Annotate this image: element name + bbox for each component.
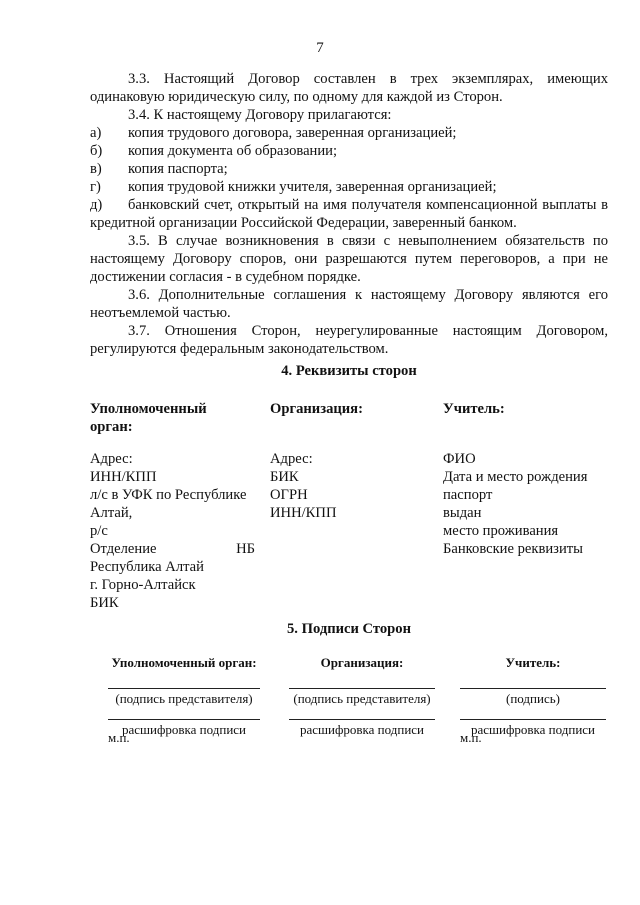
requisite-line: ОГРН — [270, 487, 308, 503]
requisite-line: Адрес: — [270, 451, 313, 467]
authority-heading-2: орган: — [90, 419, 133, 435]
requisite-line: г. Горно-Алтайск — [90, 577, 196, 593]
section-5-title: 5. Подписи Сторон — [287, 621, 411, 637]
requisite-line: паспорт — [443, 487, 493, 503]
signature-block-organization — [281, 655, 443, 738]
decode-line — [108, 719, 260, 720]
requisite-line: БИК — [270, 469, 299, 485]
list-marker: д) — [90, 197, 103, 213]
requisites-teacher — [443, 400, 613, 558]
paragraph-3-4: 3.4. К настоящему Договору прилагаются: — [128, 107, 392, 123]
requisite-line: выдан — [443, 505, 482, 521]
list-marker: б) — [90, 143, 103, 159]
requisite-line: БИК — [90, 595, 119, 611]
requisite-line-otdelenie — [90, 540, 255, 558]
stamp-place-right: м.п. — [460, 730, 482, 745]
requisite-line: Адрес: — [90, 451, 133, 467]
list-item — [90, 160, 608, 178]
section-3-body — [90, 70, 608, 358]
requisite-line: Банковские реквизиты — [443, 541, 583, 557]
signature-caption: (подпись) — [506, 691, 560, 706]
organization-heading: Организация: — [270, 401, 363, 417]
signature-caption: (подпись представителя) — [293, 691, 431, 706]
list-text: копия паспорта; — [128, 161, 228, 177]
signature-heading: Учитель: — [505, 655, 561, 670]
list-text: копия трудовой книжки учителя, заверенная организацией; — [128, 179, 497, 195]
requisites-organization — [270, 400, 420, 522]
list-item — [90, 142, 608, 160]
requisite-line: ФИО — [443, 451, 476, 467]
decode-caption: расшифровка подписи — [121, 722, 247, 737]
signature-heading: Организация: — [320, 655, 404, 670]
signature-line — [108, 688, 260, 689]
authority-lines — [90, 450, 255, 612]
signature-caption: (подпись представителя) — [115, 691, 253, 706]
paragraph-3-6: 3.6. Дополнительные соглашения к настоящему Договору являются его неотъемлемой частью. — [90, 287, 608, 321]
requisites-authority — [90, 400, 255, 612]
signature-heading: Уполномоченный орган: — [111, 655, 257, 670]
decode-line — [460, 719, 606, 720]
paragraph-3-7: 3.7. Отношения Сторон, неурегулированные настоящим Договором, регулируются федеральным законодательством. — [90, 323, 608, 357]
requisite-line: ИНН/КПП — [90, 469, 157, 485]
list-marker: а) — [90, 125, 102, 141]
paragraph-3-3: 3.3. Настоящий Договор составлен в трех экземплярах, имеющих одинаковую юридическую силу, по одному для каждой из Сторон. — [90, 71, 608, 105]
list-marker: г) — [90, 179, 101, 195]
signature-block-authority — [100, 655, 268, 738]
section-4-title: 4. Реквизиты сторон — [281, 363, 417, 379]
decode-line — [289, 719, 435, 720]
authority-heading-1: Уполномоченный — [90, 401, 207, 417]
signature-line — [460, 688, 606, 689]
page-number: 7 — [316, 40, 324, 56]
decode-caption: расшифровка подписи — [470, 722, 596, 737]
signature-line — [289, 688, 435, 689]
teacher-lines — [443, 450, 613, 558]
requisite-line: ИНН/КПП — [270, 505, 337, 521]
list-text: копия трудового договора, заверенная организацией; — [128, 125, 457, 141]
organization-lines — [270, 450, 420, 522]
requisite-line: место проживания — [443, 523, 559, 539]
list-marker: в) — [90, 161, 102, 177]
stamp-place-left: м.п. — [108, 730, 130, 745]
list-item — [90, 178, 608, 196]
list-item-d — [90, 196, 608, 232]
requisite-line: Республика Алтай — [90, 559, 204, 575]
list-text: банковский счет, открытый на имя получателя компенсационной выплаты в кредитной организации Российской Федерации, заверенный банком. — [90, 197, 608, 231]
paragraph-3-5: 3.5. В случае возникновения в связи с невыполнением обязательств по настоящему Договору споров, они разрешаются путем переговоров, а при не достижении согласия - в судебном порядке. — [90, 233, 608, 285]
otdelenie-right: НБ — [236, 541, 255, 557]
requisite-line: Дата и место рождения — [443, 469, 588, 485]
requisite-line: л/с в УФК по Республике — [90, 487, 247, 503]
decode-caption: расшифровка подписи — [299, 722, 425, 737]
list-text: копия документа об образовании; — [128, 143, 338, 159]
teacher-heading: Учитель: — [443, 401, 505, 417]
otdelenie-left: Отделение — [90, 541, 157, 557]
requisite-line: р/с — [90, 523, 108, 539]
requisite-line: Алтай, — [90, 505, 133, 521]
list-item — [90, 124, 608, 142]
signature-block-teacher — [452, 655, 614, 738]
